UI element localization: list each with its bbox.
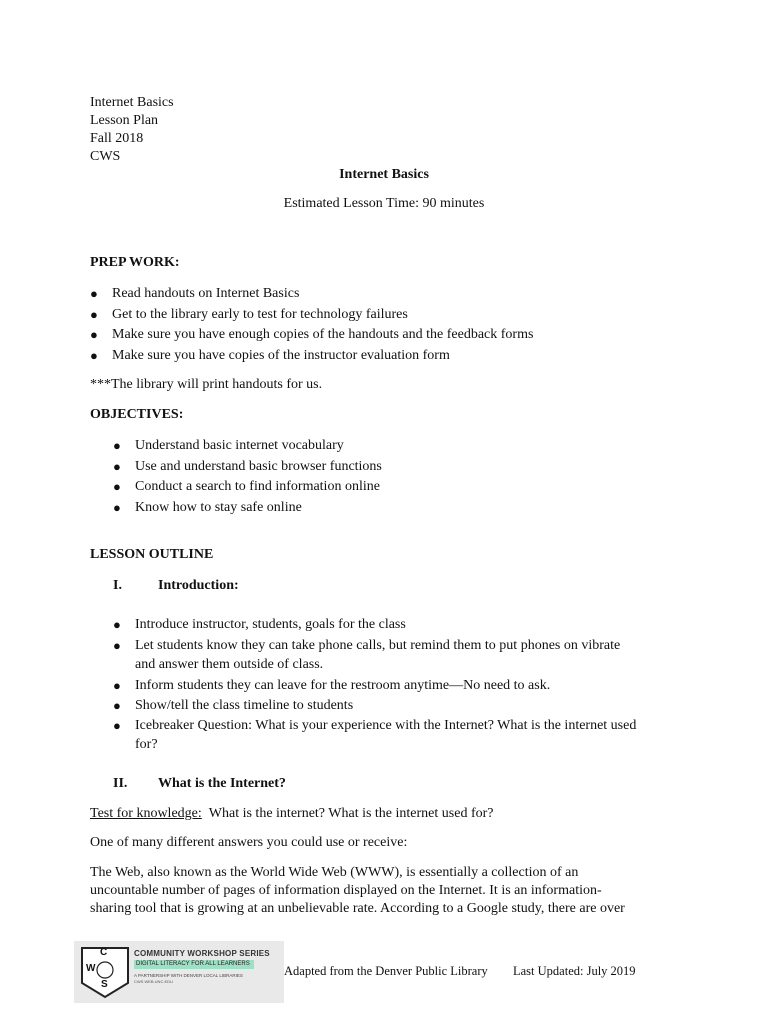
list-item-continuation: and answer them outside of class. (135, 656, 324, 672)
estimated-time: Estimated Lesson Time: 90 minutes (283, 196, 485, 211)
web-definition-paragraph: The Web, also known as the World Wide Web (WWW), is essentially a collection of an uncountable number of pages of information displayed on the Internet. It is an information- sharing tool that is growing at an unbelievable rate. According to a Google study, there are over (90, 865, 625, 916)
section-1-numeral: I. (113, 578, 122, 593)
header-course: Internet Basics (90, 95, 174, 110)
logo-subtitle: DIGITAL LITERACY FOR ALL LEARNERS (136, 961, 250, 967)
list-item: ● Understand basic internet vocabulary (113, 438, 344, 453)
test-for-knowledge (90, 805, 493, 823)
header-term: Fall 2018 (90, 131, 144, 146)
print-note: ***The library will print handouts for us. (90, 377, 323, 392)
list-item: ● Conduct a search to find information online (113, 479, 380, 494)
list-item: ● Make sure you have copies of the instructor evaluation form (90, 347, 450, 363)
document-title: Internet Basics (339, 167, 429, 182)
header-doc-type: Lesson Plan (90, 113, 159, 128)
lesson-outline-heading: LESSON OUTLINE (90, 547, 214, 562)
logo-partner: A PARTNERSHIP WITH DENVER LOCAL LIBRARIES (134, 973, 243, 978)
section-2-numeral: II. (113, 776, 128, 791)
prep-work-heading: PREP WORK: (90, 255, 180, 270)
logo-site: CWS.WEB.UNC.EDU (134, 979, 173, 984)
objectives-heading: OBJECTIVES: (90, 407, 184, 422)
list-item: ● Make sure you have enough copies of the handouts and the feedback forms (90, 327, 534, 342)
objectives-list (113, 437, 382, 519)
list-item: ● Let students know they can take phone calls, but remind them to put phones on vibrate (113, 637, 621, 653)
list-item: ● Know how to stay safe online (113, 499, 302, 515)
answers-intro: One of many different answers you could use or receive: (90, 835, 408, 850)
list-item: ● Use and understand basic browser functions (113, 458, 382, 474)
cws-logo (74, 941, 284, 1003)
test-for-knowledge-label: Test for knowledge: (90, 806, 202, 821)
header-org: CWS (90, 149, 121, 164)
list-item: ● Read handouts on Internet Basics (90, 286, 300, 301)
test-for-knowledge-question: What is the internet? What is the internet used for? (208, 806, 494, 821)
prep-work-list (90, 285, 534, 367)
section-2-title: What is the Internet? (158, 776, 286, 791)
logo-letter-c: C (100, 947, 108, 958)
footer-updated: Last Updated: July 2019 (513, 964, 636, 978)
list-item: ● Show/tell the class timeline to students (113, 697, 354, 713)
footer-adapted: Adapted from the Denver Public Library (284, 964, 488, 978)
logo-letter-w: W (86, 963, 96, 974)
list-item: ● Introduce instructor, students, goals for the class (113, 617, 406, 632)
introduction-list (113, 616, 637, 756)
logo-letter-s: S (101, 979, 108, 990)
list-item: ● Inform students they can leave for the restroom anytime—No need to ask. (113, 677, 551, 693)
document-header (90, 94, 174, 166)
list-item: ● Get to the library early to test for technology failures (90, 306, 408, 322)
logo-title: COMMUNITY WORKSHOP SERIES (134, 949, 270, 958)
list-item-continuation: for? (135, 737, 158, 752)
list-item: ● Icebreaker Question: What is your experience with the Internet? What is the internet used (113, 718, 637, 733)
section-1-title: Introduction: (158, 578, 239, 593)
